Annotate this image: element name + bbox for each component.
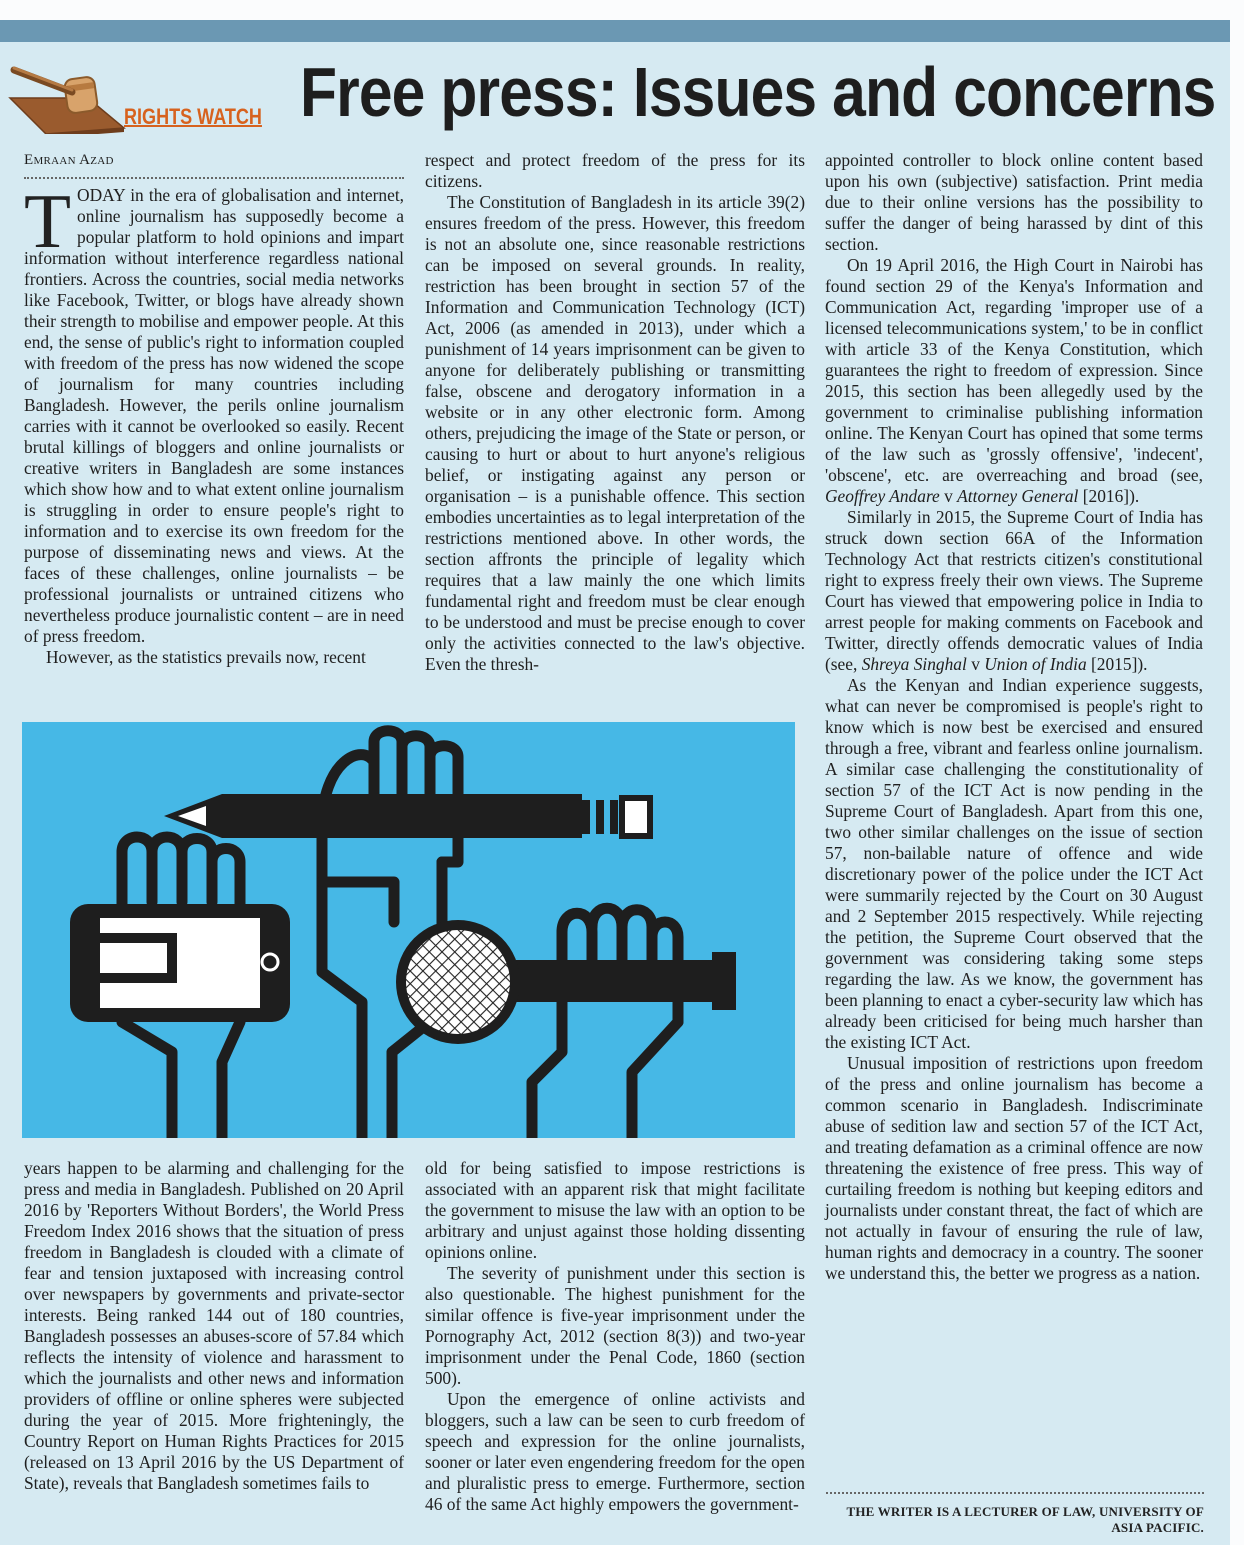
paragraph: Similarly in 2015, the Supreme Court of India has struck down section 66A of the Information Technology Act that restricts citizen's constitutional right to express freely their own views. The Supreme Court has viewed that empowering police in India to arrest people for making comments on Facebook and Twitter, directly offends democratic values of India (see, Shreya Singhal v Union of India [2015]). bbox=[825, 507, 1203, 674]
paragraph: As the Kenyan and Indian experience suggests, what can never be compromised is people's right to know which is now best be exercised and ensured through a free, vibrant and fearless online journalism. A similar case challenging the constitutionality of section 57 of the ICT Act is now pending in the Supreme Court of Bangladesh. Apart from this one, two other similar challenges on the issue of section 57, non-bailable nature of offence and wide discretionary power of the police under the ICT Act were summarily rejected by the Court on 30 August and 2 September 2015 respectively. While rejecting the petition, the Supreme Court observed that the government was considering taking some steps regarding the law. As we know, the government has been planning to enact a cyber-security law which has already been criticised for being much harsher than the existing ICT Act. bbox=[825, 675, 1203, 1052]
page-title: Free press: Issues and concerns bbox=[300, 53, 1216, 131]
author-note: THE WRITER IS A LECTURER OF LAW, UNIVERSITY OF ASIA PACIFIC. bbox=[846, 1504, 1204, 1535]
drop-cap: T bbox=[24, 178, 72, 264]
byline: Emraan Azad bbox=[24, 150, 404, 179]
paragraph: appointed controller to block online content based upon his own (subjective) satisfaction. Print media due to their online versions has the possibility to suffer the danger of being harassed by dint of this section. bbox=[825, 150, 1203, 254]
section-kicker: RIGHTS WATCH bbox=[124, 104, 262, 129]
paragraph: old for being satisfied to impose restrictions is associated with an apparent risk that might facilitate the government to misuse the law with an option to be arbitrary and unjust against those holding dissenting opinions online. bbox=[425, 1158, 805, 1262]
paragraph: However, as the statistics prevails now, recent bbox=[46, 647, 366, 667]
paragraph: respect and protect freedom of the press for its citizens. bbox=[425, 150, 805, 191]
paragraph: years happen to be alarming and challenging for the press and media in Bangladesh. Published on 20 April 2016 by 'Reporters Without Borders', the World Press Freedom Index 2016 shows that the situation of press freedom in Bangladesh is clouded with a climate of fear and tension juxtaposed with increasing control over newspapers by governments and private-sector interests. Being ranked 144 out of 180 countries, Bangladesh possesses an abuses-score of 57.84 which reflects the intensity of violence and harassment to which the journalists and other news and information providers of offline or online spheres were subjected during the year of 2015. More frighteningly, the Country Report on Human Rights Practices for 2015 (released on 13 April 2016 by the US Department of State), reveals that Bangladesh sometimes fails to bbox=[24, 1158, 404, 1493]
pencil-icon bbox=[164, 794, 650, 838]
paragraph: The Constitution of Bangladesh in its article 39(2) ensures freedom of the press. However, this freedom is not an absolute one, since reasonable restrictions can be imposed on several grounds. In reality, restriction has been brought in section 57 of the Information and Communication Technology (ICT) Act, 2006 (as amended in 2013), under which a punishment of 14 years imprisonment can be given to anyone for deliberately publishing or transmitting false, obscene and derogatory information in a website or in any other electronic form. Among others, prejudicing the image of the State or person, or causing to hurt or about to hurt anyone's religious belief, or instigating against any person or organisation – is a punishable offence. This section embodies uncertainties as to legal interpretation of the restrictions mentioned above. In other words, the section affronts the principle of legality which requires that a law mainly the one which limits fundamental right and freedom must be clear enough to be understood and must be precise enough to cover only the activities connected to the law's objective. Even the thresh- bbox=[425, 192, 805, 674]
footnote-divider bbox=[826, 1492, 1204, 1494]
paragraph: The severity of punishment under this section is also questionable. The highest punishment for the similar offence is five-year imprisonment under the Pornography Act, 2012 (section 8(3)) and two-year imprisonment under the Penal Code, 1860 (section 500). bbox=[425, 1263, 805, 1388]
top-bar bbox=[0, 20, 1230, 42]
column-1-bottom bbox=[24, 1158, 404, 1494]
column-2-top bbox=[425, 150, 805, 675]
fists-illustration bbox=[22, 722, 795, 1138]
column-3 bbox=[825, 150, 1203, 1284]
column-2-bottom bbox=[425, 1158, 805, 1515]
paragraph: Upon the emergence of online activists and bloggers, such a law can be seen to curb freedom of speech and expression for the online journalists, sooner or later even engendering freedom for the open and pluralistic press to emerge. Furthermore, section 46 of the same Act highly empowers the government- bbox=[425, 1389, 805, 1514]
paragraph: TODAY in the era of globalisation and internet, online journalism has supposedly become a popular platform to hold opinions and impart information without interference regardless national frontiers. Across the countries, social media networks like Facebook, Twitter, or blogs have already shown their strength to mobilise and empower people. At this end, the sense of public's right to information coupled with freedom of the press has now widened the scope of journalism for many countries including Bangladesh. However, the perils online journalism carries with it cannot be overlooked so easily. Recent brutal killings of bloggers and online journalists or creative writers in Bangladesh are some instances which show how and to what extent online journalism is struggling in order to ensure people's right to information and to exercise its own freedom for the purpose of disseminating news and views. At the faces of these challenges, online journalists – be professional journalists or untrained citizens who nevertheless produce journalistic content – are in need of press freedom. bbox=[24, 178, 404, 646]
paragraph: Unusual imposition of restrictions upon freedom of the press and online journalism has become a common scenario in Bangladesh. Indiscriminate abuse of sedition law and section 57 of the ICT Act, and treating defamation as a criminal offence are now threatening the existence of free press. This way of curtailing freedom is nothing but keeping editors and journalists under constant threat, the fact of which are not actually in favour of ensuring the rule of law, human rights and democracy in a country. The sooner we understand this, the better we progress as a nation. bbox=[825, 1053, 1203, 1283]
gavel-icon bbox=[6, 58, 140, 134]
paragraph: On 19 April 2016, the High Court in Nairobi has found section 29 of the Kenya's Information and Communication Act, regarding 'improper use of a licensed telecommunications system,' to be in conflict with article 33 of the Kenya Constitution, which guarantees the right to freedom of expression. Since 2015, this section has been allegedly used by the government to criminalise publishing information online. The Kenyan Court has opined that some terms of the law such as 'grossly offensive', 'indecent', 'obscene', etc. are overreaching and broad (see, Geoffrey Andare v Attorney General [2016]). bbox=[825, 255, 1203, 506]
column-1-top bbox=[24, 150, 404, 668]
